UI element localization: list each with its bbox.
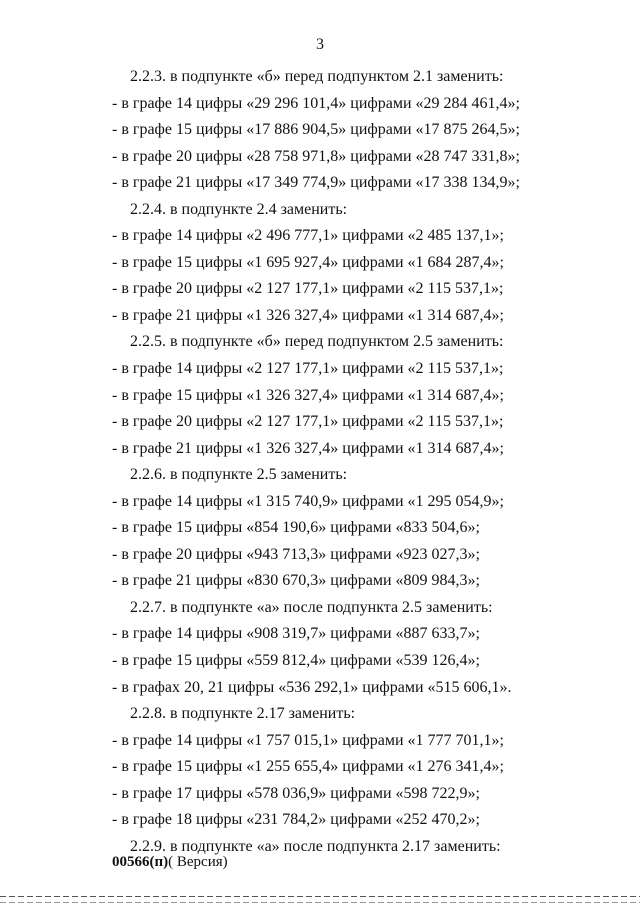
section-heading: 2.2.4. в подпункте 2.4 заменить: xyxy=(130,200,348,218)
page-number: 3 xyxy=(316,36,324,53)
section-heading: 2.2.3. в подпункте «б» перед подпунктом 2.1 заменить: xyxy=(130,68,504,85)
amendment-line: - в графе 14 цифры «908 319,7» цифрами «887 633,7»; xyxy=(112,625,480,643)
section-heading: 2.2.7. в подпункте «а» после подпункта 2.5 заменить: xyxy=(130,598,493,616)
amendment-line: - в графах 20, 21 цифры «536 292,1» цифрами «515 606,1». xyxy=(112,678,512,696)
amendment-line: - в графе 14 цифры «2 496 777,1» цифрами «2 485 137,1»; xyxy=(112,227,504,245)
amendment-line: - в графе 14 цифры «1 757 015,1» цифрами «1 777 701,1»; xyxy=(112,731,504,749)
amendment-line: - в графе 21 цифры «17 349 774,9» цифрами «17 338 134,9»; xyxy=(112,174,520,192)
section-heading: 2.2.9. в подпункте «а» после подпункта 2.17 заменить: xyxy=(130,837,501,855)
amendment-line: - в графе 21 цифры «830 670,3» цифрами «809 984,3»; xyxy=(112,572,480,590)
bottom-dashed-rule-secondary xyxy=(0,902,640,903)
amendment-line: - в графе 15 цифры «559 812,4» цифрами «539 126,4»; xyxy=(112,652,480,670)
amendment-line: - в графе 20 цифры «2 127 177,1» цифрами «2 115 537,1»; xyxy=(112,413,504,431)
amendment-line: - в графе 15 цифры «854 190,6» цифрами «833 504,6»; xyxy=(112,519,480,537)
document-version: ( Версия) xyxy=(168,854,228,870)
amendment-line: - в графе 15 цифры «1 326 327,4» цифрами «1 314 687,4»; xyxy=(112,386,504,404)
amendment-line: - в графе 17 цифры «578 036,9» цифрами «598 722,9»; xyxy=(112,784,480,802)
amendment-line: - в графе 15 цифры «1 695 927,4» цифрами «1 684 287,4»; xyxy=(112,253,504,271)
amendment-line: - в графе 15 цифры «1 255 655,4» цифрами «1 276 341,4»; xyxy=(112,758,504,776)
bottom-dashed-rule xyxy=(0,896,640,897)
amendment-line: - в графе 20 цифры «943 713,3» цифрами «923 027,3»; xyxy=(112,545,480,563)
amendment-line: - в графе 15 цифры «17 886 904,5» цифрами «17 875 264,5»; xyxy=(112,121,520,139)
amendment-line: - в графе 14 цифры «2 127 177,1» цифрами «2 115 537,1»; xyxy=(112,360,504,378)
document-code: 00566(п) xyxy=(112,854,169,870)
amendment-line: - в графе 14 цифры «29 296 101,4» цифрами «29 284 461,4»; xyxy=(112,94,520,112)
amendment-line: - в графе 14 цифры «1 315 740,9» цифрами «1 295 054,9»; xyxy=(112,492,504,510)
amendment-line: - в графе 20 цифры «28 758 971,8» цифрами «28 747 331,8»; xyxy=(112,147,520,165)
document-body xyxy=(112,64,532,860)
amendment-line: - в графе 21 цифры «1 326 327,4» цифрами «1 314 687,4»; xyxy=(112,306,504,324)
section-heading: 2.2.8. в подпункте 2.17 заменить: xyxy=(130,705,356,723)
amendment-line: - в графе 21 цифры «1 326 327,4» цифрами «1 314 687,4»; xyxy=(112,439,504,457)
section-heading: 2.2.6. в подпункте 2.5 заменить: xyxy=(130,466,348,484)
section-heading: 2.2.5. в подпункте «б» перед подпунктом 2.5 заменить: xyxy=(130,333,504,351)
amendment-line: - в графе 20 цифры «2 127 177,1» цифрами «2 115 537,1»; xyxy=(112,280,504,298)
amendment-line: - в графе 18 цифры «231 784,2» цифрами «252 470,2»; xyxy=(112,811,480,829)
document-footer xyxy=(112,854,228,871)
